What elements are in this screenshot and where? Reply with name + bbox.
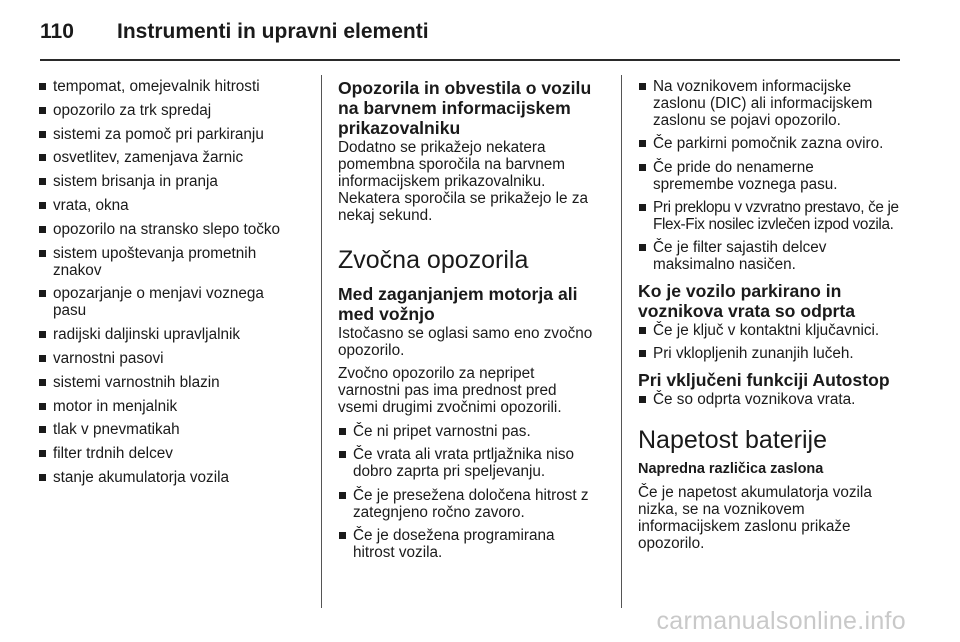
section-heading: Pri vključeni funkciji Autostop xyxy=(638,369,890,390)
list-item: sistem brisanja in pranja xyxy=(38,173,306,190)
section-heading: Med zaganjanjem motorja ali med vožnjo xyxy=(338,284,578,324)
bullet-square-icon xyxy=(39,250,46,257)
bullet-square-icon xyxy=(39,202,46,209)
bullet-square-icon xyxy=(639,350,646,357)
bullet-square-icon xyxy=(339,492,346,499)
list-item: opozarjanje o menjavi voznega pasu xyxy=(38,285,306,319)
bullet-square-icon xyxy=(39,474,46,481)
list-item: radijski daljinski upravljalnik xyxy=(38,326,306,343)
paragraph: Istočasno se oglasi samo eno zvočno opozorilo. xyxy=(338,325,593,359)
bullet-square-icon xyxy=(639,327,646,334)
bullet-square-icon xyxy=(39,131,46,138)
bullet-square-icon xyxy=(39,107,46,114)
section-heading: Ko je vozilo parkirano in voznikova vrata so odprta xyxy=(638,281,856,322)
column-divider-2 xyxy=(621,75,622,608)
list-item: Če je ključ v kontaktni ključavnici. xyxy=(638,322,906,339)
bullet-square-icon xyxy=(39,355,46,362)
paragraph: Zvočno opozorilo za nepripet varnostni pas ima prednost pred vsemi drugimi zvočnimi opozorili. xyxy=(338,365,562,416)
autostop-warning-list xyxy=(638,391,906,408)
watermark-logo: carmanualsonline.info xyxy=(656,607,906,635)
list-item: sistemi za pomoč pri parkiranju xyxy=(38,126,306,143)
list-item: varnostni pasovi xyxy=(38,350,306,367)
column-2 xyxy=(338,78,606,567)
list-item: osvetlitev, zamenjava žarnic xyxy=(38,149,306,166)
feature-list xyxy=(38,78,306,486)
bullet-square-icon xyxy=(39,290,46,297)
bullet-square-icon xyxy=(39,226,46,233)
paragraph: Če je napetost akumulatorja vozila nizka, se na voznikovem informacijskem zaslonu prikaže opozorilo. xyxy=(638,483,872,552)
list-item: vrata, okna xyxy=(38,197,306,214)
bullet-square-icon xyxy=(339,451,346,458)
bullet-square-icon xyxy=(639,83,646,90)
list-item: motor in menjalnik xyxy=(38,398,306,415)
list-item: tempomat, omejevalnik hitrosti xyxy=(38,78,306,95)
bullet-square-icon xyxy=(639,396,646,403)
section-heading: Opozorila in obvestila o vozilu na barvnem informacijskem prikazovalniku xyxy=(338,78,592,138)
section-title: Zvočna opozorila xyxy=(338,246,529,274)
header-divider xyxy=(40,59,900,61)
list-item: sistem upoštevanja prometnih znakov xyxy=(38,245,306,279)
bullet-square-icon xyxy=(39,83,46,90)
list-item: Pri vklopljenih zunanjih lučeh. xyxy=(638,345,906,362)
list-item: Če je dosežena programirana hitrost vozila. xyxy=(338,527,606,561)
warning-list xyxy=(338,423,606,561)
bullet-square-icon xyxy=(39,331,46,338)
list-item: Če parkirni pomočnik zazna oviro. xyxy=(638,135,906,152)
list-item: Če so odprta voznikova vrata. xyxy=(638,391,906,408)
column-divider-1 xyxy=(321,75,322,608)
column-1 xyxy=(38,78,306,493)
list-item: Če je presežena določena hitrost z zategnjeno ročno zavoro. xyxy=(338,487,606,521)
list-item: Če je filter sajastih delcev maksimalno nasičen. xyxy=(638,239,906,273)
warning-list xyxy=(638,78,906,273)
bullet-square-icon xyxy=(39,403,46,410)
parked-warning-list xyxy=(638,322,906,362)
bullet-square-icon xyxy=(639,140,646,147)
bullet-square-icon xyxy=(39,154,46,161)
list-item: stanje akumulatorja vozila xyxy=(38,469,306,486)
list-item: Če pride do nenamerne spremembe voznega pasu. xyxy=(638,159,906,193)
bullet-square-icon xyxy=(39,426,46,433)
list-item: Na voznikovem informacijske zaslonu (DIC) ali informacijskem zaslonu se pojavi opozorilo. xyxy=(638,78,906,129)
bullet-square-icon xyxy=(639,244,646,251)
bullet-square-icon xyxy=(639,204,646,211)
list-item: filter trdnih delcev xyxy=(38,445,306,462)
list-item: Če ni pripet varnostni pas. xyxy=(338,423,606,440)
bullet-square-icon xyxy=(639,164,646,171)
section-title: Napetost baterije xyxy=(638,425,828,454)
page-number: 110 xyxy=(40,20,74,43)
bullet-square-icon xyxy=(39,178,46,185)
bullet-square-icon xyxy=(39,379,46,386)
list-item: tlak v pnevmatikah xyxy=(38,421,306,438)
subheading: Napredna različica zaslona xyxy=(638,460,824,477)
bullet-square-icon xyxy=(339,428,346,435)
bullet-square-icon xyxy=(39,450,46,457)
page-title: Instrumenti in upravni elementi xyxy=(117,20,429,43)
list-item: sistemi varnostnih blazin xyxy=(38,374,306,391)
list-item: opozorilo za trk spredaj xyxy=(38,102,306,119)
column-3 xyxy=(638,78,906,552)
bullet-square-icon xyxy=(339,532,346,539)
list-item: Pri preklopu v vzvratno prestavo, če je Flex-Fix nosilec izvlečen izpod vozila. xyxy=(638,199,906,233)
list-item: Če vrata ali vrata prtljažnika niso dobro zaprta pri speljevanju. xyxy=(338,446,606,480)
list-item: opozorilo na stransko slepo točko xyxy=(38,221,306,238)
paragraph: Dodatno se prikažejo nekatera pomembna sporočila na barvnem informacijskem prikazovalniku. Nekatera sporočila se prikažejo le za nekaj sekund. xyxy=(338,139,588,224)
page-header xyxy=(40,20,429,50)
